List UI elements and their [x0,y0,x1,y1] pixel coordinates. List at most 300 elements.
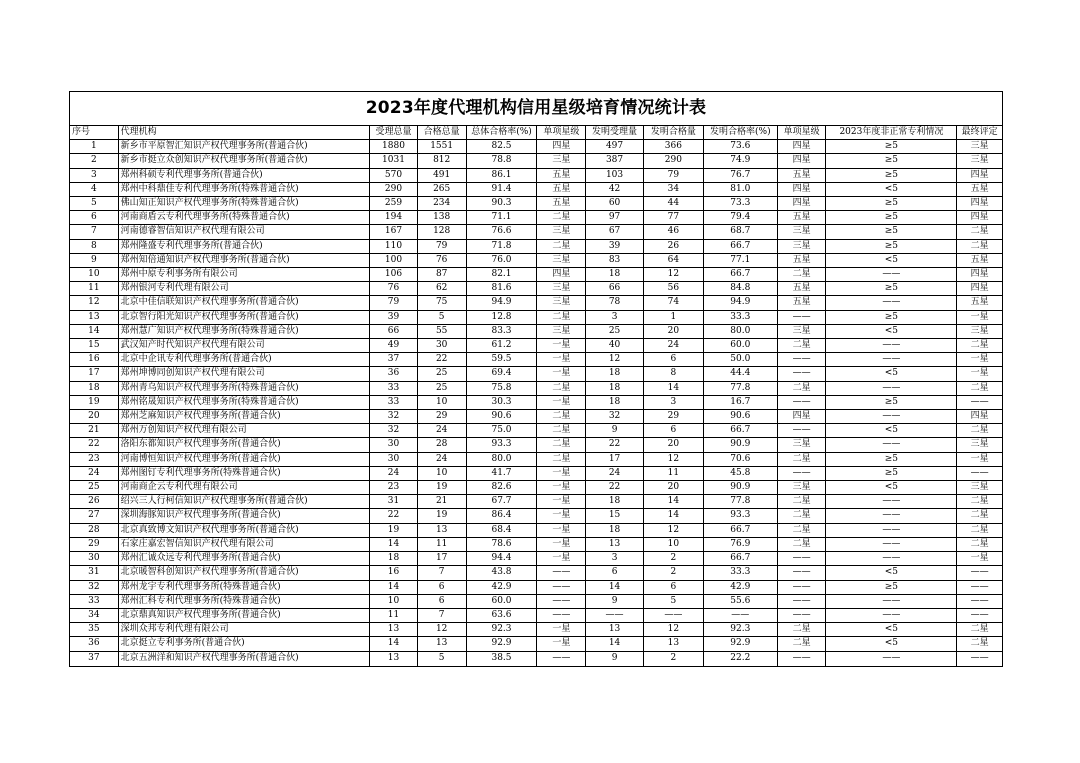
final-rating-cell: 四星 [957,197,1003,211]
invention-qualified-cell: 46 [643,225,703,239]
invention-accepted-cell: 67 [586,225,644,239]
invention-qualified-cell: 10 [643,537,703,551]
final-rating-cell: 二星 [957,637,1003,651]
overall-pass-rate-cell: 82.1 [466,268,537,282]
invention-accepted-cell: 18 [586,523,644,537]
final-rating-cell: 二星 [957,424,1003,438]
invention-qualified-cell: 20 [643,438,703,452]
agency-name-cell: 河南商盾云专利代理事务所(特殊普通合伙) [118,211,370,225]
overall-pass-rate-cell: 69.4 [466,367,537,381]
total-qualified-cell: 87 [417,268,466,282]
header-cell: 发明合格率(%) [703,126,777,140]
header-cell: 受理总量 [370,126,418,140]
invention-pass-rate-cell: 77.8 [703,495,777,509]
invention-star-rating-cell: 二星 [777,537,826,551]
final-rating-cell: —— [957,651,1003,666]
row-number-cell: 17 [70,367,119,381]
agency-name-cell: 郑州慧广知识产权代理事务所(特殊普通合伙) [118,324,370,338]
header-cell: 合格总量 [417,126,466,140]
overall-pass-rate-cell: 38.5 [466,651,537,666]
invention-star-rating-cell: 五星 [777,168,826,182]
row-number-cell: 9 [70,253,119,267]
row-number-cell: 35 [70,623,119,637]
row-number-cell: 4 [70,182,119,196]
total-qualified-cell: 7 [417,566,466,580]
single-star-rating-cell: 一星 [537,395,586,409]
overall-pass-rate-cell: 80.0 [466,452,537,466]
table-row [70,182,1003,196]
abnormal-patent-status-cell: —— [826,296,957,310]
abnormal-patent-status-cell: ≥5 [826,168,957,182]
header-cell: 最终评定 [957,126,1003,140]
invention-accepted-cell: 83 [586,253,644,267]
final-rating-cell: 三星 [957,438,1003,452]
overall-pass-rate-cell: 60.0 [466,594,537,608]
table-row [70,324,1003,338]
invention-star-rating-cell: —— [777,552,826,566]
invention-pass-rate-cell: 92.9 [703,637,777,651]
table-row [70,537,1003,551]
final-rating-cell: 五星 [957,253,1003,267]
total-accepted-cell: 76 [370,282,418,296]
header-cell: 发明合格量 [643,126,703,140]
final-rating-cell: 一星 [957,310,1003,324]
invention-qualified-cell: 290 [643,154,703,168]
agency-name-cell: 河南博恒知识产权代理事务所(普通合伙) [118,452,370,466]
final-rating-cell: 二星 [957,523,1003,537]
agency-name-cell: 深圳众邦专利代理有限公司 [118,623,370,637]
invention-qualified-cell: 6 [643,353,703,367]
abnormal-patent-status-cell: <5 [826,182,957,196]
invention-star-rating-cell: 二星 [777,523,826,537]
final-rating-cell: —— [957,608,1003,622]
invention-qualified-cell: 29 [643,410,703,424]
table-row [70,296,1003,310]
overall-pass-rate-cell: 67.7 [466,495,537,509]
total-accepted-cell: 100 [370,253,418,267]
final-rating-cell: —— [957,395,1003,409]
row-number-cell: 2 [70,154,119,168]
total-qualified-cell: 55 [417,324,466,338]
total-qualified-cell: 13 [417,637,466,651]
total-accepted-cell: 23 [370,481,418,495]
total-qualified-cell: 138 [417,211,466,225]
abnormal-patent-status-cell: ≥5 [826,580,957,594]
overall-pass-rate-cell: 76.6 [466,225,537,239]
final-rating-cell: —— [957,594,1003,608]
total-qualified-cell: 491 [417,168,466,182]
invention-pass-rate-cell: 84.8 [703,282,777,296]
table-row [70,580,1003,594]
single-star-rating-cell: 五星 [537,168,586,182]
agency-name-cell: 北京智行阳光知识产权代理事务所(普通合伙) [118,310,370,324]
abnormal-patent-status-cell: ≥5 [826,211,957,225]
total-qualified-cell: 6 [417,594,466,608]
agency-name-cell: 郑州青乌知识产权代理事务所(特殊普通合伙) [118,381,370,395]
table-row [70,225,1003,239]
total-qualified-cell: 11 [417,537,466,551]
agency-name-cell: 北京挺立专利事务所(普通合伙) [118,637,370,651]
row-number-cell: 3 [70,168,119,182]
total-accepted-cell: 259 [370,197,418,211]
overall-pass-rate-cell: 41.7 [466,466,537,480]
invention-star-rating-cell: 三星 [777,324,826,338]
final-rating-cell: 四星 [957,410,1003,424]
total-accepted-cell: 32 [370,410,418,424]
invention-star-rating-cell: —— [777,424,826,438]
invention-accepted-cell: 40 [586,339,644,353]
overall-pass-rate-cell: 75.8 [466,381,537,395]
header-cell: 2023年度非正常专利情况 [826,126,957,140]
total-qualified-cell: 25 [417,367,466,381]
overall-pass-rate-cell: 91.4 [466,182,537,196]
agency-name-cell: 郑州科硕专利代理事务所(普通合伙) [118,168,370,182]
invention-pass-rate-cell: 60.0 [703,339,777,353]
row-number-cell: 13 [70,310,119,324]
total-qualified-cell: 28 [417,438,466,452]
total-accepted-cell: 167 [370,225,418,239]
agency-name-cell: 北京中佳信联知识产权代理事务所(普通合伙) [118,296,370,310]
invention-qualified-cell: 8 [643,367,703,381]
overall-pass-rate-cell: 43.8 [466,566,537,580]
total-accepted-cell: 36 [370,367,418,381]
invention-pass-rate-cell: 93.3 [703,509,777,523]
overall-pass-rate-cell: 78.8 [466,154,537,168]
invention-pass-rate-cell: 77.1 [703,253,777,267]
total-accepted-cell: 30 [370,452,418,466]
single-star-rating-cell: 一星 [537,523,586,537]
invention-accepted-cell: 9 [586,594,644,608]
total-accepted-cell: 49 [370,339,418,353]
invention-pass-rate-cell: 81.0 [703,182,777,196]
agency-name-cell: 郑州隆盛专利代理事务所(普通合伙) [118,239,370,253]
overall-pass-rate-cell: 83.3 [466,324,537,338]
single-star-rating-cell: 五星 [537,182,586,196]
invention-pass-rate-cell: 50.0 [703,353,777,367]
overall-pass-rate-cell: 82.6 [466,481,537,495]
table-row [70,495,1003,509]
table-row [70,608,1003,622]
total-qualified-cell: 812 [417,154,466,168]
abnormal-patent-status-cell: ≥5 [826,197,957,211]
row-number-cell: 8 [70,239,119,253]
single-star-rating-cell: 一星 [537,552,586,566]
invention-pass-rate-cell: 90.6 [703,410,777,424]
invention-accepted-cell: 78 [586,296,644,310]
agency-name-cell: 郑州银河专利代理有限公司 [118,282,370,296]
invention-pass-rate-cell: —— [703,608,777,622]
statistics-sheet [69,91,1003,667]
table-row [70,168,1003,182]
abnormal-patent-status-cell: —— [826,495,957,509]
total-accepted-cell: 14 [370,537,418,551]
invention-pass-rate-cell: 76.7 [703,168,777,182]
single-star-rating-cell: 三星 [537,296,586,310]
abnormal-patent-status-cell: ≥5 [826,395,957,409]
invention-pass-rate-cell: 68.7 [703,225,777,239]
abnormal-patent-status-cell: —— [826,552,957,566]
row-number-cell: 15 [70,339,119,353]
total-accepted-cell: 110 [370,239,418,253]
abnormal-patent-status-cell: —— [826,410,957,424]
agency-name-cell: 郑州铭晟知识产权代理事务所(特殊普通合伙) [118,395,370,409]
agency-name-cell: 北京鼎真知识产权代理事务所(普通合伙) [118,608,370,622]
table-row [70,239,1003,253]
table-row [70,651,1003,666]
invention-accepted-cell: 18 [586,495,644,509]
agency-name-cell: 郑州坤博同创知识产权代理有限公司 [118,367,370,381]
invention-pass-rate-cell: 73.3 [703,197,777,211]
total-qualified-cell: 19 [417,481,466,495]
abnormal-patent-status-cell: ≥5 [826,452,957,466]
invention-qualified-cell: 12 [643,268,703,282]
final-rating-cell: 四星 [957,268,1003,282]
row-number-cell: 6 [70,211,119,225]
total-accepted-cell: 1880 [370,140,418,154]
single-star-rating-cell: 一星 [537,353,586,367]
invention-star-rating-cell: 二星 [777,339,826,353]
invention-star-rating-cell: 二星 [777,268,826,282]
table-row [70,566,1003,580]
single-star-rating-cell: 二星 [537,239,586,253]
agency-name-cell: 北京五洲洋和知识产权代理事务所(普通合伙) [118,651,370,666]
abnormal-patent-status-cell: ≥5 [826,154,957,168]
invention-qualified-cell: 2 [643,552,703,566]
row-number-cell: 22 [70,438,119,452]
invention-qualified-cell: 12 [643,523,703,537]
single-star-rating-cell: 一星 [537,537,586,551]
single-star-rating-cell: —— [537,594,586,608]
total-accepted-cell: 24 [370,466,418,480]
agency-name-cell: 新乡市挺立众创知识产权代理事务所(普通合伙) [118,154,370,168]
single-star-rating-cell: 一星 [537,466,586,480]
overall-pass-rate-cell: 93.3 [466,438,537,452]
overall-pass-rate-cell: 61.2 [466,339,537,353]
total-qualified-cell: 76 [417,253,466,267]
abnormal-patent-status-cell: —— [826,353,957,367]
total-accepted-cell: 14 [370,637,418,651]
invention-star-rating-cell: 四星 [777,154,826,168]
header-cell: 发明受理量 [586,126,644,140]
final-rating-cell: 三星 [957,481,1003,495]
single-star-rating-cell: 四星 [537,140,586,154]
invention-accepted-cell: 18 [586,367,644,381]
row-number-cell: 11 [70,282,119,296]
table-row [70,395,1003,409]
invention-star-rating-cell: 四星 [777,140,826,154]
total-accepted-cell: 13 [370,651,418,666]
total-qualified-cell: 30 [417,339,466,353]
abnormal-patent-status-cell: <5 [826,324,957,338]
overall-pass-rate-cell: 92.3 [466,623,537,637]
row-number-cell: 5 [70,197,119,211]
invention-pass-rate-cell: 77.8 [703,381,777,395]
overall-pass-rate-cell: 30.3 [466,395,537,409]
invention-pass-rate-cell: 44.4 [703,367,777,381]
table-row [70,623,1003,637]
table-row [70,438,1003,452]
table-row [70,282,1003,296]
table-row [70,154,1003,168]
invention-qualified-cell: 77 [643,211,703,225]
single-star-rating-cell: 二星 [537,410,586,424]
final-rating-cell: 二星 [957,225,1003,239]
overall-pass-rate-cell: 94.4 [466,552,537,566]
row-number-cell: 7 [70,225,119,239]
single-star-rating-cell: 二星 [537,310,586,324]
invention-qualified-cell: 1 [643,310,703,324]
invention-star-rating-cell: —— [777,310,826,324]
table-row [70,424,1003,438]
row-number-cell: 14 [70,324,119,338]
invention-accepted-cell: 387 [586,154,644,168]
final-rating-cell: 二星 [957,509,1003,523]
overall-pass-rate-cell: 82.5 [466,140,537,154]
header-cell: 单项星级 [777,126,826,140]
invention-star-rating-cell: 五星 [777,282,826,296]
final-rating-cell: 二星 [957,537,1003,551]
total-accepted-cell: 18 [370,552,418,566]
invention-qualified-cell: 5 [643,594,703,608]
agency-name-cell: 河南德睿智信知识产权代理有限公司 [118,225,370,239]
statistics-table [69,125,1003,667]
invention-qualified-cell: 56 [643,282,703,296]
invention-star-rating-cell: 四星 [777,182,826,196]
final-rating-cell: 五星 [957,296,1003,310]
invention-pass-rate-cell: 79.4 [703,211,777,225]
invention-qualified-cell: 24 [643,339,703,353]
final-rating-cell: 三星 [957,324,1003,338]
final-rating-cell: 二星 [957,623,1003,637]
abnormal-patent-status-cell: —— [826,438,957,452]
overall-pass-rate-cell: 92.9 [466,637,537,651]
invention-pass-rate-cell: 45.8 [703,466,777,480]
abnormal-patent-status-cell: —— [826,339,957,353]
single-star-rating-cell: 一星 [537,339,586,353]
invention-star-rating-cell: 四星 [777,197,826,211]
invention-pass-rate-cell: 66.7 [703,552,777,566]
table-row [70,268,1003,282]
header-cell: 代理机构 [118,126,370,140]
single-star-rating-cell: —— [537,651,586,666]
invention-pass-rate-cell: 76.9 [703,537,777,551]
agency-name-cell: 北京真致博文知识产权代理事务所(普通合伙) [118,523,370,537]
final-rating-cell: 一星 [957,353,1003,367]
final-rating-cell: 五星 [957,182,1003,196]
invention-accepted-cell: 103 [586,168,644,182]
total-accepted-cell: 14 [370,580,418,594]
invention-star-rating-cell: —— [777,353,826,367]
row-number-cell: 23 [70,452,119,466]
invention-qualified-cell: 2 [643,566,703,580]
agency-name-cell: 郑州龙宇专利代理事务所(特殊普通合伙) [118,580,370,594]
invention-qualified-cell: 34 [643,182,703,196]
row-number-cell: 26 [70,495,119,509]
abnormal-patent-status-cell: —— [826,523,957,537]
abnormal-patent-status-cell: —— [826,268,957,282]
abnormal-patent-status-cell: <5 [826,566,957,580]
agency-name-cell: 北京暖智科创知识产权代理事务所(普通合伙) [118,566,370,580]
total-qualified-cell: 21 [417,495,466,509]
single-star-rating-cell: 一星 [537,481,586,495]
invention-accepted-cell: 66 [586,282,644,296]
final-rating-cell: 三星 [957,140,1003,154]
agency-name-cell: 佛山知正知识产权代理事务所(特殊普通合伙) [118,197,370,211]
table-row [70,211,1003,225]
header-cell: 总体合格率(%) [466,126,537,140]
invention-pass-rate-cell: 92.3 [703,623,777,637]
single-star-rating-cell: 三星 [537,225,586,239]
table-row [70,310,1003,324]
single-star-rating-cell: —— [537,580,586,594]
row-number-cell: 1 [70,140,119,154]
invention-qualified-cell: 3 [643,395,703,409]
final-rating-cell: 二星 [957,339,1003,353]
total-qualified-cell: 12 [417,623,466,637]
row-number-cell: 21 [70,424,119,438]
table-row [70,466,1003,480]
total-qualified-cell: 79 [417,239,466,253]
final-rating-cell: —— [957,566,1003,580]
invention-qualified-cell: 20 [643,481,703,495]
invention-star-rating-cell: —— [777,367,826,381]
invention-star-rating-cell: 二星 [777,623,826,637]
final-rating-cell: 四星 [957,211,1003,225]
row-number-cell: 32 [70,580,119,594]
agency-name-cell: 郑州知倍通知识产权代理事务所(普通合伙) [118,253,370,267]
invention-qualified-cell: 44 [643,197,703,211]
invention-accepted-cell: 9 [586,651,644,666]
invention-qualified-cell: 26 [643,239,703,253]
single-star-rating-cell: 二星 [537,211,586,225]
invention-pass-rate-cell: 42.9 [703,580,777,594]
table-row [70,381,1003,395]
invention-accepted-cell: 9 [586,424,644,438]
total-accepted-cell: 33 [370,381,418,395]
agency-name-cell: 郑州中科鼎佳专利代理事务所(特殊普通合伙) [118,182,370,196]
abnormal-patent-status-cell: <5 [826,367,957,381]
invention-pass-rate-cell: 90.9 [703,481,777,495]
row-number-cell: 36 [70,637,119,651]
abnormal-patent-status-cell: <5 [826,253,957,267]
single-star-rating-cell: 三星 [537,282,586,296]
total-qualified-cell: 6 [417,580,466,594]
overall-pass-rate-cell: 90.6 [466,410,537,424]
total-qualified-cell: 29 [417,410,466,424]
invention-star-rating-cell: —— [777,466,826,480]
invention-accepted-cell: 14 [586,580,644,594]
total-qualified-cell: 13 [417,523,466,537]
total-accepted-cell: 194 [370,211,418,225]
invention-accepted-cell: 13 [586,623,644,637]
table-row [70,637,1003,651]
invention-pass-rate-cell: 22.2 [703,651,777,666]
total-accepted-cell: 290 [370,182,418,196]
total-accepted-cell: 10 [370,594,418,608]
table-row [70,339,1003,353]
total-qualified-cell: 10 [417,466,466,480]
overall-pass-rate-cell: 76.0 [466,253,537,267]
total-accepted-cell: 11 [370,608,418,622]
total-accepted-cell: 79 [370,296,418,310]
total-qualified-cell: 234 [417,197,466,211]
total-qualified-cell: 10 [417,395,466,409]
table-row [70,410,1003,424]
invention-accepted-cell: 42 [586,182,644,196]
invention-qualified-cell: 14 [643,495,703,509]
invention-qualified-cell: 12 [643,452,703,466]
total-accepted-cell: 31 [370,495,418,509]
